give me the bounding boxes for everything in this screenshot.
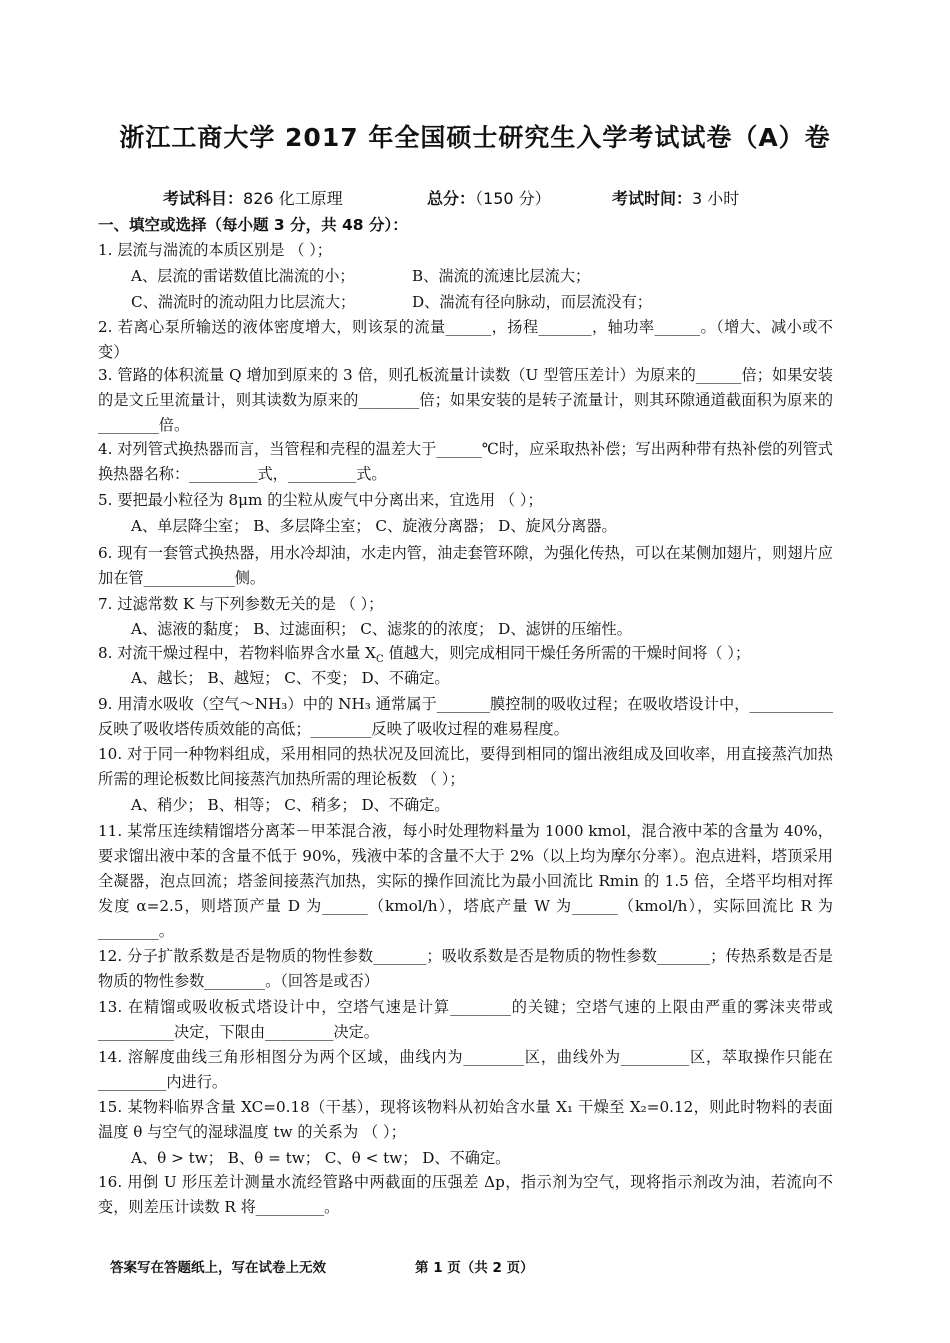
question-7: 7. 过滤常数 K 与下列参数无关的是 （ ）； xyxy=(98,595,384,613)
question-16: 16. 用倒 U 形压差计测量水流经管路中两截面的压强差 Δp，指示剂为空气，现将指示剂改为油，若流向不变，则差压计读数 R 将_________。 xyxy=(98,1173,833,1216)
question-2: 2. 若离心泵所输送的液体密度增大，则该泵的流量______，扬程_______，轴功率______。（增大、减小或不变） xyxy=(98,318,833,361)
q1-option-a: A、层流的雷诺数值比湍流的小； xyxy=(131,267,355,285)
q1-option-d: D、湍流有径向脉动，而层流没有； xyxy=(412,293,652,311)
q8-options: A、越长； B、越短； C、不变； D、不确定。 xyxy=(131,669,450,687)
question-4: 4. 对列管式换热器而言，当管程和壳程的温差大于______℃时，应采取热补偿；写出两种带有热补偿的列管式换热器名称：_________式，_________式。 xyxy=(98,440,833,483)
q1-option-c: C、湍流时的流动阻力比层流大； xyxy=(131,293,356,311)
question-11: 11. 某常压连续精馏塔分离苯－甲苯混合液，每小时处理物料量为 1000 kmol，混合液中苯的含量为 40%，要求馏出液中苯的含量不低于 90%，残液中苯的含量不大于 2%（以上均为摩尔分率）。泡点进料，塔顶采用全凝器，泡点回流；塔釜间接蒸汽加热，实际的操作回流比为最小回流比 Rmin 的 1.5 倍，全塔平均相对挥发度 α=2.5，则塔顶产量 D 为______（kmol/h），塔底产量 W 为______（kmol/h），实际回流比 R 为________。 xyxy=(98,822,833,940)
question-3: 3. 管路的体积流量 Q 增加到原来的 3 倍，则孔板流量计读数（U 型管压差计）为原来的______倍；如果安装的是文丘里流量计，则其读数为原来的________倍；如果安装的是转子流量计，则其环隙通道截面积为原来的________倍。 xyxy=(98,366,833,434)
section-heading: 一、填空或选择（每小题 3 分，共 48 分）： xyxy=(98,216,408,234)
question-6: 6. 现有一套管式换热器，用水冷却油，水走内管，油走套管环隙，为强化传热，可以在某侧加翅片，则翅片应加在管____________侧。 xyxy=(98,544,833,587)
question-8: 8. 对流干燥过程中，若物料临界含水量 $X_C$ 值越大，则完成相同干燥任务所需的干燥时间将（ ）； xyxy=(98,644,751,666)
q7-options: A、滤液的黏度； B、过滤面积； C、滤浆的的浓度； D、滤饼的压缩性。 xyxy=(131,620,632,638)
time-info: 考试时间：3 小时 xyxy=(612,189,740,208)
page-number: 第 1 页（共 2 页） xyxy=(415,1260,534,1276)
q10-options: A、稍少； B、相等； C、稍多； D、不确定。 xyxy=(131,796,450,814)
q15-options: A、θ > tw； B、θ = tw； C、θ < tw； D、不确定。 xyxy=(131,1149,511,1167)
question-10: 10. 对于同一种物料组成，采用相同的热状况及回流比，要得到相同的馏出液组成及回收率，用直接蒸汽加热所需的理论板数比间接蒸汽加热所需的理论板数 （ ）； xyxy=(98,745,833,788)
question-5: 5. 要把最小粒径为 8μm 的尘粒从废气中分离出来，宜选用 （ ）； xyxy=(98,491,543,509)
question-14: 14. 溶解度曲线三角形相图分为两个区域，曲线内为________区，曲线外为_________区，萃取操作只能在_________内进行。 xyxy=(98,1048,833,1091)
footer-notice: 答案写在答题纸上，写在试卷上无效 xyxy=(110,1260,326,1276)
q1-option-b: B、湍流的流速比层流大； xyxy=(412,267,591,285)
question-12: 12. 分子扩散系数是否是物质的物性参数_______；吸收系数是否是物质的物性参数_______；传热系数是否是物质的物性参数________。（回答是或否） xyxy=(98,947,833,990)
question-1: 1. 层流与湍流的本质区别是 （ ）； xyxy=(98,241,332,259)
subject-info: 考试科目：826 化工原理 xyxy=(163,189,343,208)
question-9: 9. 用清水吸收（空气～NH₃）中的 NH₃ 通常属于_______膜控制的吸收过程；在吸收塔设计中，___________反映了吸收塔传质效能的高低；________反映了吸收过程的难易程度。 xyxy=(98,695,833,738)
question-15: 15. 某物料临界含量 XC=0.18（干基），现将该物料从初始含水量 X₁ 干燥至 X₂=0.12，则此时物料的表面温度 θ 与空气的湿球温度 tw 的关系为 （ ）； xyxy=(98,1098,833,1141)
q5-options: A、单层降尘室； B、多层降尘室； C、旋液分离器； D、旋风分离器。 xyxy=(131,517,617,535)
score-info: 总分：（150 分） xyxy=(427,189,551,208)
question-13: 13. 在精馏或吸收板式塔设计中，空塔气速是计算________的关键；空塔气速的上限由严重的雾沫夹带或__________决定，下限由_________决定。 xyxy=(98,998,833,1041)
exam-title: 浙江工商大学 2017 年全国硕士研究生入学考试试卷（A）卷 xyxy=(119,123,831,152)
